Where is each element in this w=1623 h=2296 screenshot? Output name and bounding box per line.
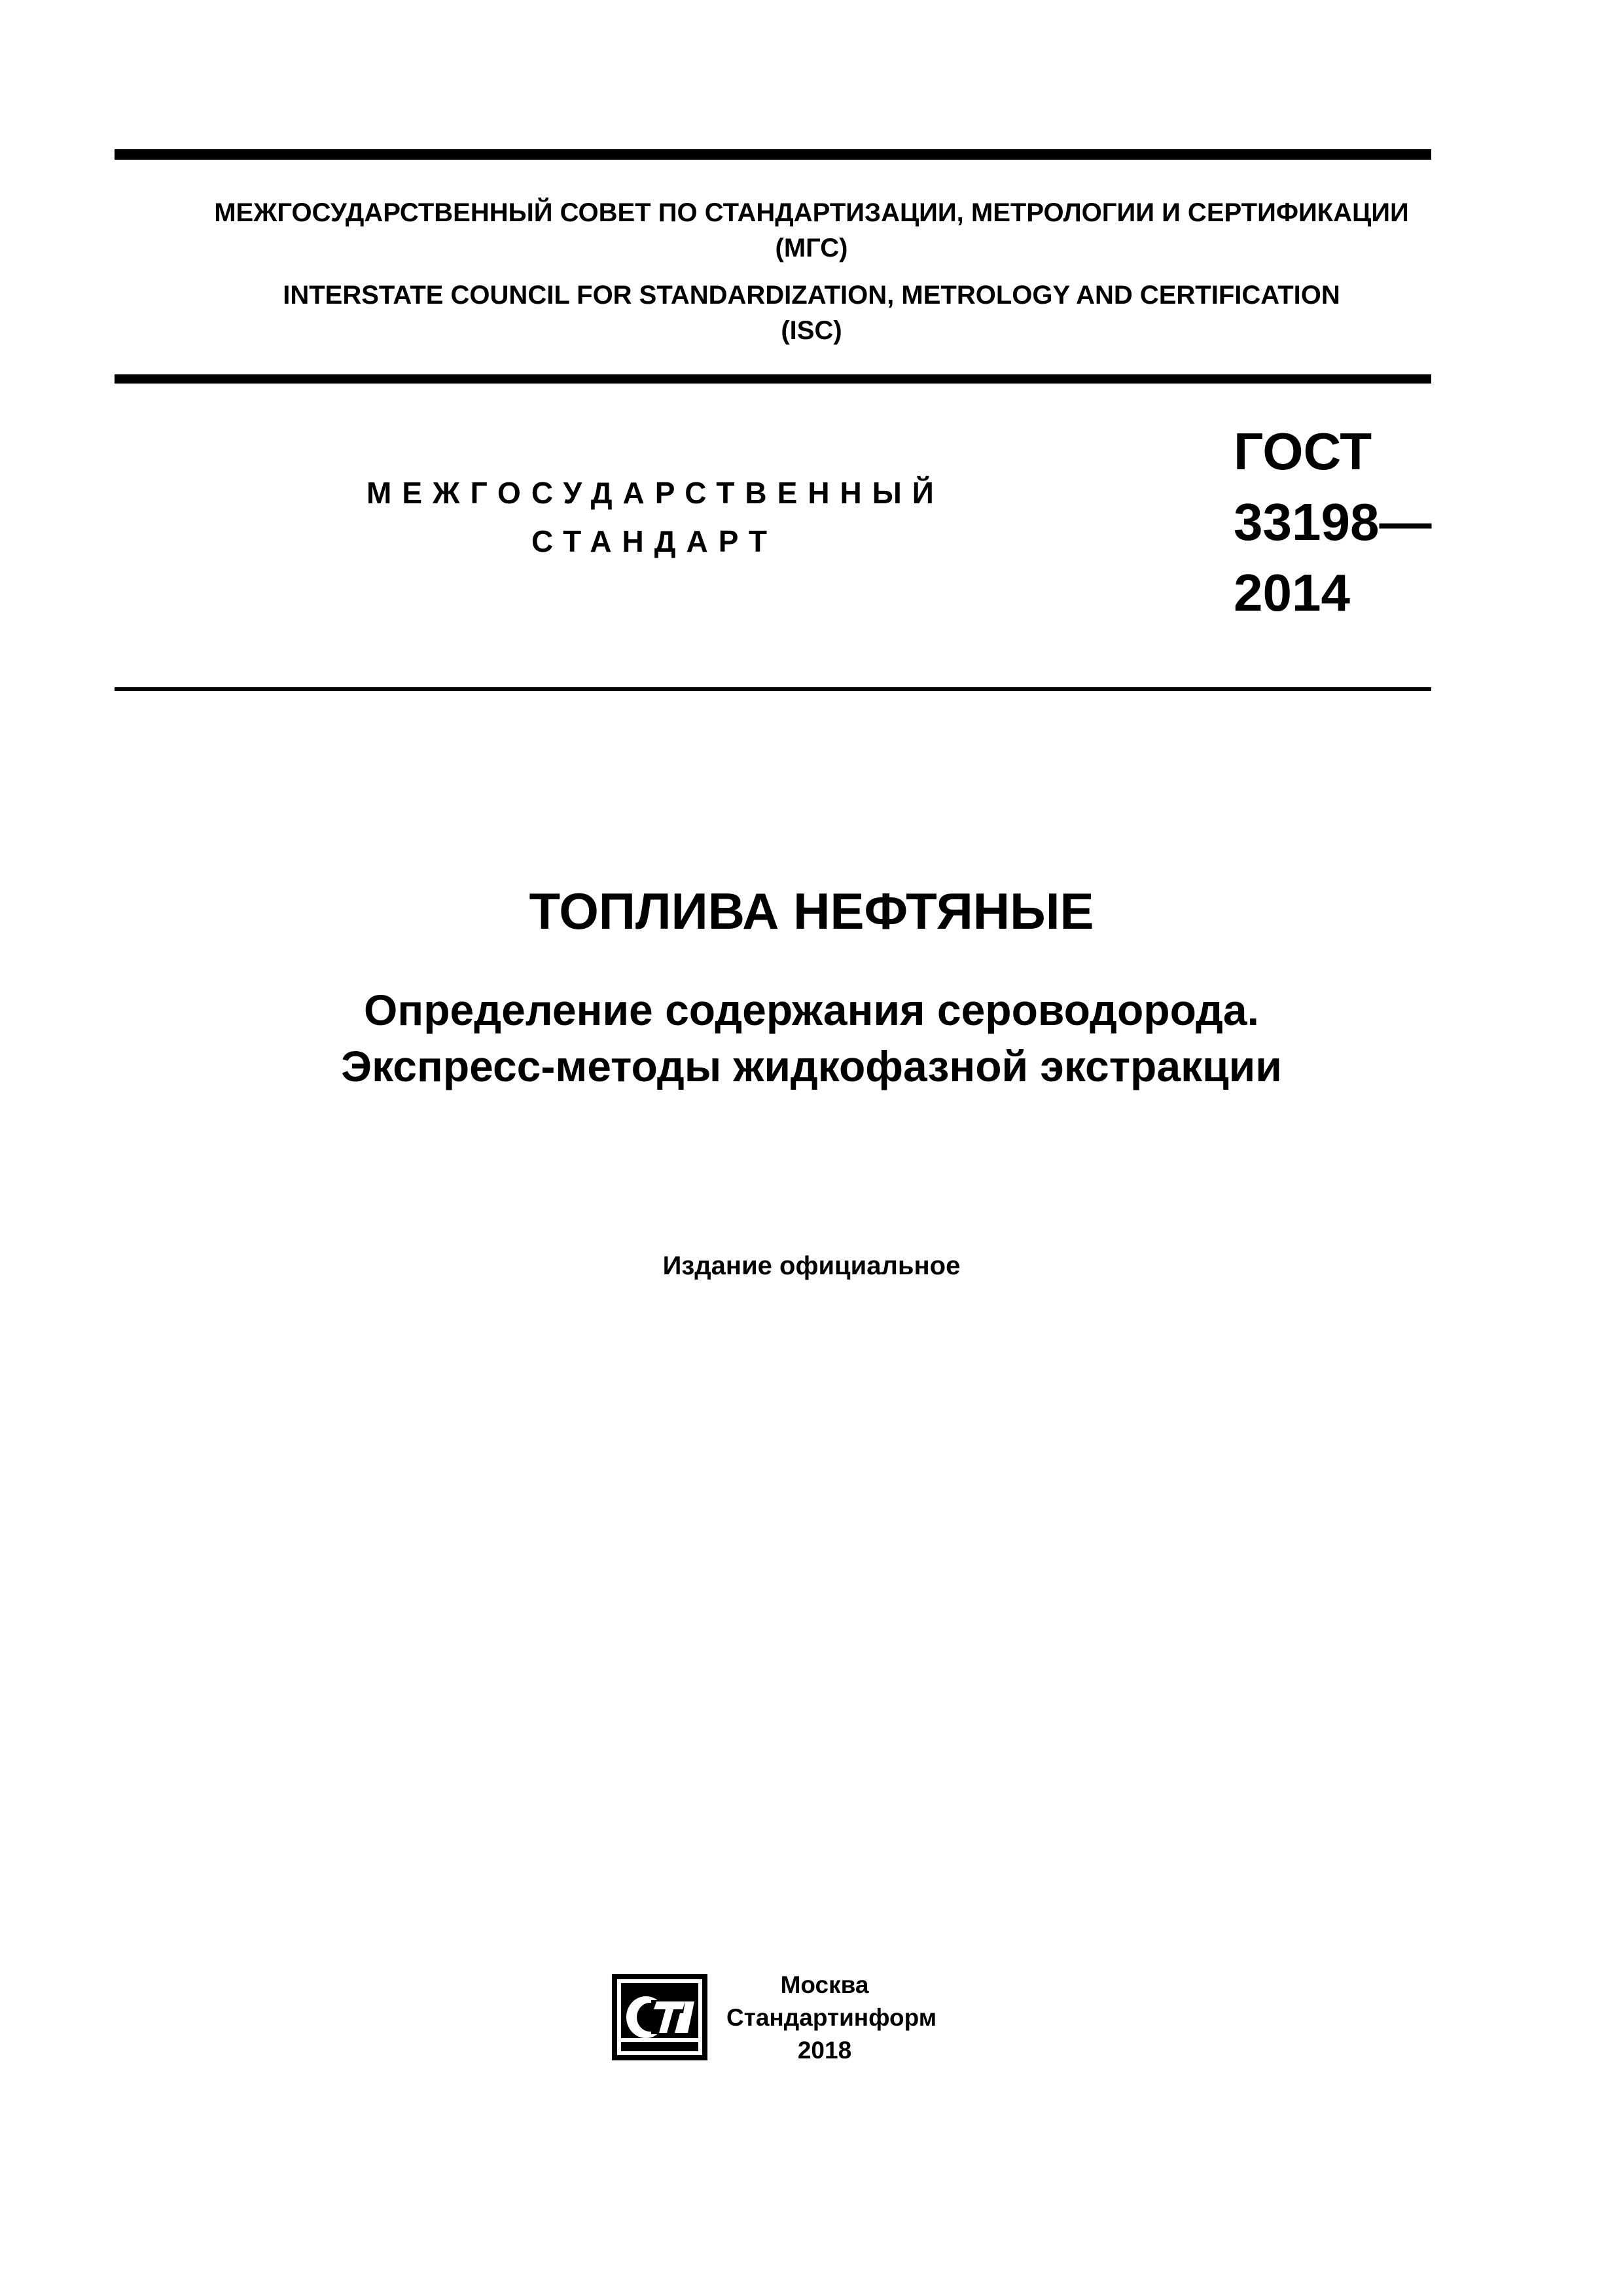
publisher-city: Москва xyxy=(780,1971,869,1998)
edition-label: Издание официальное xyxy=(662,1251,961,1280)
top-thick-rule xyxy=(115,149,1431,160)
document-title: ТОПЛИВА НЕФТЯНЫЕ xyxy=(529,882,1094,940)
document-subtitle xyxy=(0,982,1623,1094)
council-ru-line1: МЕЖГОСУДАРСТВЕННЫЙ СОВЕТ ПО СТАНДАРТИЗАЦИИ, МЕТРОЛОГИИ И СЕРТИФИКАЦИИ xyxy=(214,198,1409,227)
council-en-line1: INTERSTATE COUNCIL FOR STANDARDIZATION, METROLOGY AND CERTIFICATION xyxy=(283,281,1340,310)
subtitle-line1: Определение содержания сероводорода. xyxy=(364,986,1259,1034)
standartinform-logo-icon xyxy=(612,1974,707,2060)
publisher-block xyxy=(726,1969,937,2067)
header-bottom-rule xyxy=(115,374,1431,384)
publisher-name: Стандартинформ xyxy=(726,2004,937,2031)
gost-label: ГОСТ xyxy=(1234,422,1372,480)
designation-bottom-rule xyxy=(115,687,1431,691)
council-en xyxy=(0,278,1623,348)
council-ru xyxy=(0,195,1623,266)
standard-kind-line2: СТАНДАРТ xyxy=(531,524,777,558)
standard-kind-line1: МЕЖГОСУДАРСТВЕННЫЙ xyxy=(366,476,944,510)
council-ru-line2: (МГС) xyxy=(775,234,848,262)
council-en-line2: (ISC) xyxy=(781,316,842,345)
gost-designation xyxy=(1234,416,1431,628)
gost-number: 33198— xyxy=(1234,493,1432,551)
publisher-year: 2018 xyxy=(797,2037,852,2064)
subtitle-line2: Экспресс-методы жидкофазной экстракции xyxy=(341,1042,1282,1090)
standard-kind xyxy=(366,469,942,565)
gost-year: 2014 xyxy=(1234,564,1350,622)
